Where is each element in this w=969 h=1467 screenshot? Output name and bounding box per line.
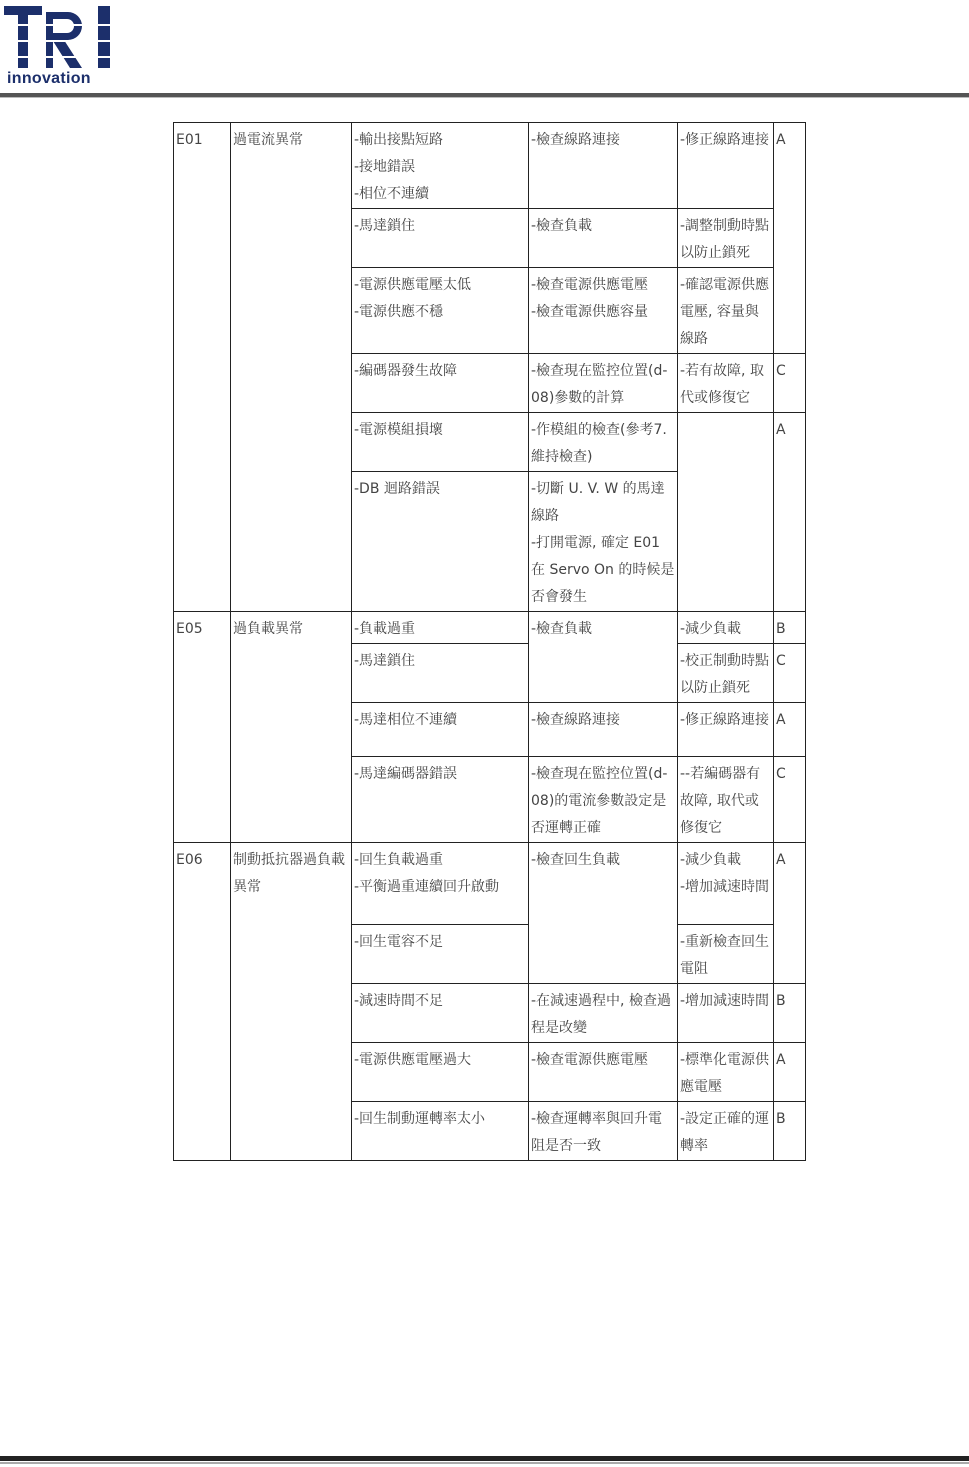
action-cell: -修正線路連接 [678, 703, 774, 757]
action-cell: -確認電源供應電壓, 容量與線路 [678, 268, 774, 354]
check-cell: -切斷 U. V. W 的馬達線路 -打開電源, 確定 E01 在 Servo On 的時候是否會發生 [529, 472, 678, 612]
table-row [174, 612, 806, 644]
error-code: E01 [174, 123, 231, 612]
check-cell: -檢查負載 [529, 209, 678, 268]
cause-cell: -回生負載過重 -平衡過重連續回升啟動 [352, 843, 529, 925]
level-cell: A [774, 843, 806, 984]
check-cell: -在減速過程中, 檢查過程是改變 [529, 984, 678, 1043]
level-cell: B [774, 612, 806, 644]
cause-cell: -回生制動運轉率太小 [352, 1102, 529, 1161]
footer-rule [0, 1456, 969, 1461]
cause-cell: -電源模組損壞 [352, 413, 529, 472]
level-cell: C [774, 354, 806, 413]
action-cell: --若編碼器有故障, 取代或修復它 [678, 757, 774, 843]
action-cell: -減少負載 -增加減速時間 [678, 843, 774, 925]
error-code-table [173, 122, 806, 1161]
cause-cell: -電源供應電壓過大 [352, 1043, 529, 1102]
error-name: 過電流異常 [231, 123, 352, 612]
cause-cell: -馬達編碼器錯誤 [352, 757, 529, 843]
check-cell: -檢查回生負載 [529, 843, 678, 984]
cause-cell: -馬達鎖住 [352, 644, 529, 703]
cause-cell: -DB 迴路錯誤 [352, 472, 529, 612]
check-cell: -檢查運轉率與回升電阻是否一致 [529, 1102, 678, 1161]
check-cell: -檢查電源供應電壓 -檢查電源供應容量 [529, 268, 678, 354]
check-cell: -檢查線路連接 [529, 123, 678, 209]
check-cell: -檢查線路連接 [529, 703, 678, 757]
check-cell: -檢查現在監控位置(d-08)的電流參數設定是否運轉正確 [529, 757, 678, 843]
error-name: 制動抵抗器過負載異常 [231, 843, 352, 1161]
level-cell: B [774, 1102, 806, 1161]
cause-cell: -減速時間不足 [352, 984, 529, 1043]
action-cell: -標準化電源供應電壓 [678, 1043, 774, 1102]
check-cell: -檢查現在監控位置(d-08)參數的計算 [529, 354, 678, 413]
check-cell: -作模組的檢查(參考7. 維持檢查) [529, 413, 678, 472]
error-code: E06 [174, 843, 231, 1161]
table-row [174, 123, 806, 209]
action-cell: -修正線路連接 [678, 123, 774, 209]
level-cell: B [774, 984, 806, 1043]
cause-cell: -輸出接點短路 -接地錯誤 -相位不連續 [352, 123, 529, 209]
action-cell: -調整制動時點以防止鎖死 [678, 209, 774, 268]
level-cell: C [774, 644, 806, 703]
action-cell: -校正制動時點以防止鎖死 [678, 644, 774, 703]
cause-cell: -負載過重 [352, 612, 529, 644]
level-cell: A [774, 703, 806, 757]
action-cell: -重新檢查回生電阻 [678, 925, 774, 984]
cause-cell: -馬達相位不連續 [352, 703, 529, 757]
action-cell: -若有故障, 取代或修復它 [678, 354, 774, 413]
error-name: 過負載異常 [231, 612, 352, 843]
check-cell: -檢查電源供應電壓 [529, 1043, 678, 1102]
error-code: E05 [174, 612, 231, 843]
action-cell: -減少負載 [678, 612, 774, 644]
level-cell: A [774, 123, 806, 354]
cause-cell: -編碼器發生故障 [352, 354, 529, 413]
level-cell: A [774, 1043, 806, 1102]
cause-cell: -馬達鎖住 [352, 209, 529, 268]
action-cell-empty [678, 413, 774, 612]
level-cell: A [774, 413, 806, 612]
logo-tagline: innovation [7, 70, 91, 87]
level-cell: C [774, 757, 806, 843]
table-row [174, 843, 806, 925]
footer-rule-thin [0, 1462, 969, 1464]
check-cell: -檢查負載 [529, 612, 678, 703]
cause-cell: -回生電容不足 [352, 925, 529, 984]
action-cell: -增加減速時間 [678, 984, 774, 1043]
cause-cell: -電源供應電壓太低 -電源供應不穩 [352, 268, 529, 354]
header-rule-thin [0, 97, 969, 98]
action-cell: -設定正確的運轉率 [678, 1102, 774, 1161]
